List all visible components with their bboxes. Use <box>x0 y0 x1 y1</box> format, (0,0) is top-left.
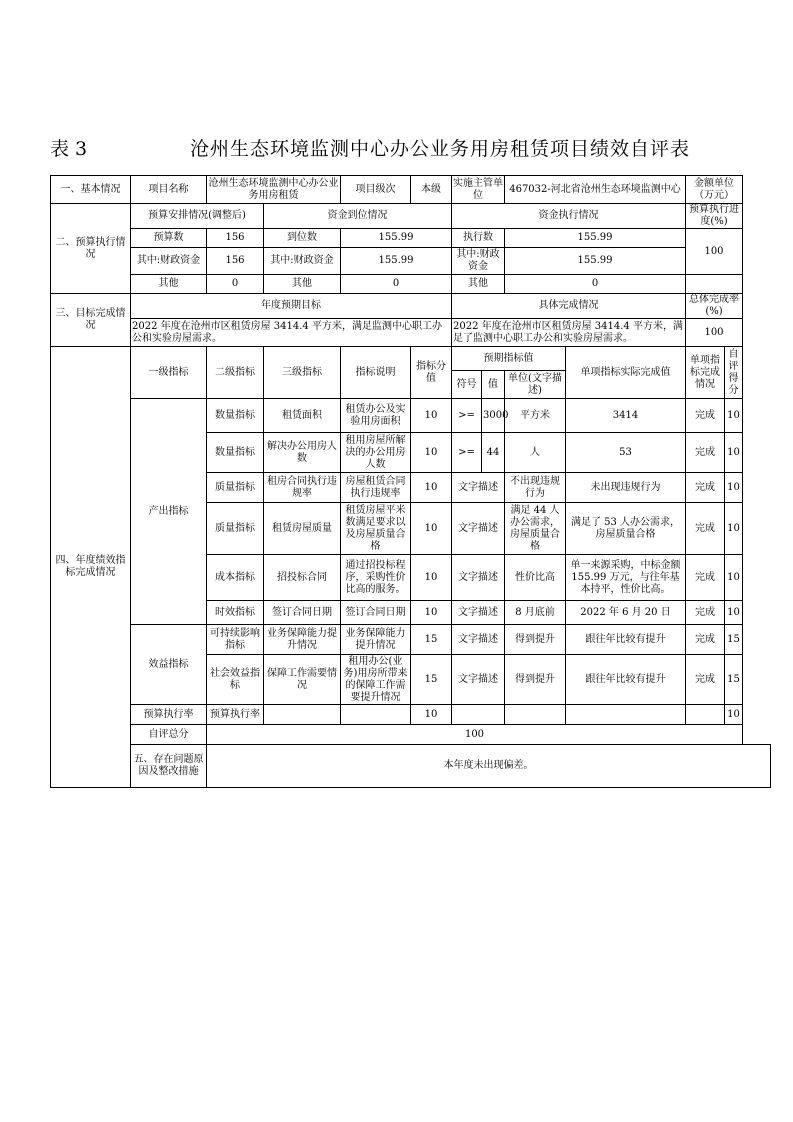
other-exec-label: 其他 <box>452 275 505 294</box>
total-score-label: 自评总分 <box>131 725 207 745</box>
actual-completion-label: 具体完成情况 <box>452 294 686 319</box>
indicator-desc: 租赁办公及实验用房面积 <box>341 399 411 433</box>
indicator-l2: 数量指标 <box>207 399 264 433</box>
indicator-desc: 通过招投标程序，采购性价比高的服务。 <box>341 555 411 601</box>
indicator-score: 15 <box>725 655 743 705</box>
indicator-score: 10 <box>725 473 743 503</box>
indicator-l3: 保障工作需要情况 <box>264 655 341 705</box>
indicator-status: 完成 <box>686 473 725 503</box>
fiscal-arrived-value: 155.99 <box>341 248 452 275</box>
indicator-score: 10 <box>725 503 743 555</box>
progress-value: 100 <box>686 229 743 275</box>
indicator-symbol: 文字描述 <box>452 625 505 655</box>
section-goal-label: 三、目标完成情况 <box>51 294 131 347</box>
basic-info-row <box>51 176 771 204</box>
indicator-unit: 8 月底前 <box>505 601 566 625</box>
indicator-desc: 租用房屋所解决的办公用房人数 <box>341 433 411 473</box>
indicator-status: 完成 <box>686 625 725 655</box>
arrived-num-value: 155.99 <box>341 229 452 248</box>
indicator-score: 10 <box>725 433 743 473</box>
indicator-unit: 平方米 <box>505 399 566 433</box>
indicator-status: 完成 <box>686 655 725 705</box>
indicator-status: 完成 <box>686 601 725 625</box>
indicator-symbol: 文字描述 <box>452 473 505 503</box>
funds-arrived-label: 资金到位情况 <box>264 204 452 229</box>
indicator-score: 15 <box>725 625 743 655</box>
indicator-weight: 10 <box>411 473 452 503</box>
indicator-weight: 10 <box>411 433 452 473</box>
indicator-l3: 解决办公用房人数 <box>264 433 341 473</box>
expected-goal-text: 2022 年度在沧州市区租赁房屋 3414.4 平方米，满足监测中心职工办公和实验房屋需求。 <box>131 319 452 347</box>
section-basic-label: 一、基本情况 <box>51 176 131 204</box>
total-score-value: 100 <box>207 725 743 745</box>
project-name-value: 沧州生态环境监测中心办公业务用房租赁 <box>207 176 341 204</box>
indicator-desc: 租赁房屋平米数满足要求以及房屋质量合格 <box>341 503 411 555</box>
indicator-weight: 10 <box>411 601 452 625</box>
indicator-score: 10 <box>725 601 743 625</box>
indicator-unit: 人 <box>505 433 566 473</box>
exec-rate-actual <box>566 705 686 725</box>
project-level-value: 本级 <box>411 176 452 204</box>
budget-num-value: 156 <box>207 229 264 248</box>
indicator-symbol: 文字描述 <box>452 555 505 601</box>
score-header: 自评得分 <box>725 347 743 399</box>
indicator-symbol: 文字描述 <box>452 601 505 625</box>
project-level-label: 项目级次 <box>341 176 411 204</box>
section-issues-label: 五、存在问题原因及整改措施 <box>131 745 207 788</box>
value-header: 值 <box>482 371 505 399</box>
exec-rate-row <box>51 705 771 725</box>
budget-header-row <box>51 204 771 229</box>
indicator-l3: 租赁面积 <box>264 399 341 433</box>
fiscal-exec-value: 155.99 <box>505 248 686 275</box>
unit-header: 单位(文字描述) <box>505 371 566 399</box>
indicator-symbol: 文字描述 <box>452 655 505 705</box>
budget-num-label: 预算数 <box>131 229 207 248</box>
dept-label: 实施主管单位 <box>452 176 505 204</box>
progress-label: 预算执行进度(%) <box>686 204 743 229</box>
indicator-actual: 未出现违规行为 <box>566 473 686 503</box>
goal-header-row <box>51 294 771 319</box>
exec-rate-l2: 预算执行率 <box>207 705 264 725</box>
indicator-l2: 时效指标 <box>207 601 264 625</box>
exec-rate-l3 <box>264 705 341 725</box>
other-exec-value: 0 <box>505 275 686 294</box>
indicator-desc: 房屋租赁合同执行违规率 <box>341 473 411 503</box>
issues-row <box>51 745 771 788</box>
indicator-score: 10 <box>725 399 743 433</box>
indicator-status: 完成 <box>686 433 725 473</box>
issues-content: 本年度未出现偏差。 <box>207 745 771 788</box>
indicator-weight: 15 <box>411 655 452 705</box>
section-budget-label: 二、预算执行情况 <box>51 204 131 294</box>
total-score-row <box>51 725 771 745</box>
fiscal-budget-label: 其中:财政资金 <box>131 248 207 275</box>
indicator-status: 完成 <box>686 399 725 433</box>
exec-num-label: 执行数 <box>452 229 505 248</box>
exec-rate-score: 10 <box>725 705 743 725</box>
indicator-desc: 租用办公(业务)用房所带来的保障工作需要提升情况 <box>341 655 411 705</box>
indicator-symbol: 文字描述 <box>452 503 505 555</box>
indicator-l3: 租赁房屋质量 <box>264 503 341 555</box>
fiscal-budget-value: 156 <box>207 248 264 275</box>
amount-unit-label: 金额单位（万元） <box>686 176 743 204</box>
project-name-label: 项目名称 <box>131 176 207 204</box>
indicator-actual: 跟往年比较有提升 <box>566 625 686 655</box>
indicator-l2: 数量指标 <box>207 433 264 473</box>
expected-value-header: 预期指标值 <box>452 347 566 371</box>
desc-header: 指标说明 <box>341 347 411 399</box>
table-row <box>51 625 771 655</box>
perf-header-row-1 <box>51 347 771 371</box>
expected-goal-label: 年度预期目标 <box>131 294 452 319</box>
other-arrived-value: 0 <box>341 275 452 294</box>
indicator-actual: 跟往年比较有提升 <box>566 655 686 705</box>
indicator-actual: 3414 <box>566 399 686 433</box>
indicator-unit: 得到提升 <box>505 625 566 655</box>
exec-rate-weight: 10 <box>411 705 452 725</box>
budget-other-row <box>51 275 771 294</box>
exec-rate-unit <box>505 705 566 725</box>
indicator-l3: 租房合同执行违规率 <box>264 473 341 503</box>
indicator-l2: 社会效益指标 <box>207 655 264 705</box>
indicator-score: 10 <box>725 555 743 601</box>
indicator-l3: 签订合同日期 <box>264 601 341 625</box>
exec-rate-status <box>686 705 725 725</box>
exec-rate-desc <box>341 705 411 725</box>
indicator-status: 完成 <box>686 555 725 601</box>
symbol-header: 符号 <box>452 371 482 399</box>
indicator-l3: 业务保障能力提升情况 <box>264 625 341 655</box>
budget-amount-row <box>51 229 771 248</box>
exec-num-value: 155.99 <box>505 229 686 248</box>
indicator-l2: 质量指标 <box>207 473 264 503</box>
weight-header: 指标分值 <box>411 347 452 399</box>
indicator-unit: 不出现违规行为 <box>505 473 566 503</box>
actual-completion-text: 2022 年度在沧州市区租赁房屋 3414.4 平方米，满足了监测中心职工办公和实验房屋需求。 <box>452 319 686 347</box>
level1-header: 一级指标 <box>131 347 207 399</box>
indicator-status: 完成 <box>686 503 725 555</box>
budget-fiscal-row <box>51 248 771 275</box>
goal-content-row <box>51 319 771 347</box>
section-perf-label: 四、年度绩效指标完成情况 <box>51 347 131 788</box>
other-progress-value <box>686 275 743 294</box>
indicator-l2: 成本指标 <box>207 555 264 601</box>
document-header <box>50 134 750 164</box>
indicator-actual: 53 <box>566 433 686 473</box>
overall-rate-value: 100 <box>686 319 743 347</box>
budget-arranged-label: 预算安排情况(调整后) <box>131 204 264 229</box>
table-row <box>51 399 771 433</box>
fiscal-arrived-label: 其中:财政资金 <box>264 248 341 275</box>
indicator-symbol: >= <box>452 399 482 433</box>
indicator-weight: 10 <box>411 503 452 555</box>
level3-header: 三级指标 <box>264 347 341 399</box>
benefit-indicator-label: 效益指标 <box>131 625 207 705</box>
other-arrived-label: 其他 <box>264 275 341 294</box>
funds-executed-label: 资金执行情况 <box>452 204 686 229</box>
indicator-weight: 10 <box>411 555 452 601</box>
indicator-desc: 签订合同日期 <box>341 601 411 625</box>
indicator-value: 44 <box>482 433 505 473</box>
fiscal-exec-label: 其中:财政资金 <box>452 248 505 275</box>
indicator-l2: 质量指标 <box>207 503 264 555</box>
indicator-desc: 业务保障能力提升情况 <box>341 625 411 655</box>
indicator-unit: 得到提升 <box>505 655 566 705</box>
indicator-symbol: >= <box>452 433 482 473</box>
indicator-unit: 性价比高 <box>505 555 566 601</box>
status-header: 单项指标完成情况 <box>686 347 725 399</box>
exec-rate-symbol <box>452 705 505 725</box>
indicator-weight: 10 <box>411 399 452 433</box>
overall-rate-label: 总体完成率(%) <box>686 294 743 319</box>
dept-value: 467032-河北省沧州生态环境监测中心 <box>505 176 686 204</box>
table-number: 表 3 <box>50 138 88 160</box>
indicator-actual: 2022 年 6 月 20 日 <box>566 601 686 625</box>
exec-rate-l1: 预算执行率 <box>131 705 207 725</box>
indicator-unit: 满足 44 人办公需求，房屋质量合格 <box>505 503 566 555</box>
actual-value-header: 单项指标实际完成值 <box>566 347 686 399</box>
indicator-actual: 满足了 53 人办公需求，房屋质量合格 <box>566 503 686 555</box>
other-budget-value: 0 <box>207 275 264 294</box>
indicator-actual: 单一来源采购，中标金额 155.99 万元，与往年基本持平，性价比高。 <box>566 555 686 601</box>
output-indicator-label: 产出指标 <box>131 399 207 625</box>
level2-header: 二级指标 <box>207 347 264 399</box>
document-title: 沧州生态环境监测中心办公业务用房租赁项目绩效自评表 <box>190 138 691 160</box>
indicator-l2: 可持续影响指标 <box>207 625 264 655</box>
indicator-weight: 15 <box>411 625 452 655</box>
indicator-value: 3000 <box>482 399 505 433</box>
arrived-num-label: 到位数 <box>264 229 341 248</box>
other-budget-label: 其他 <box>131 275 207 294</box>
self-evaluation-table <box>50 175 771 788</box>
indicator-l3: 招投标合同 <box>264 555 341 601</box>
